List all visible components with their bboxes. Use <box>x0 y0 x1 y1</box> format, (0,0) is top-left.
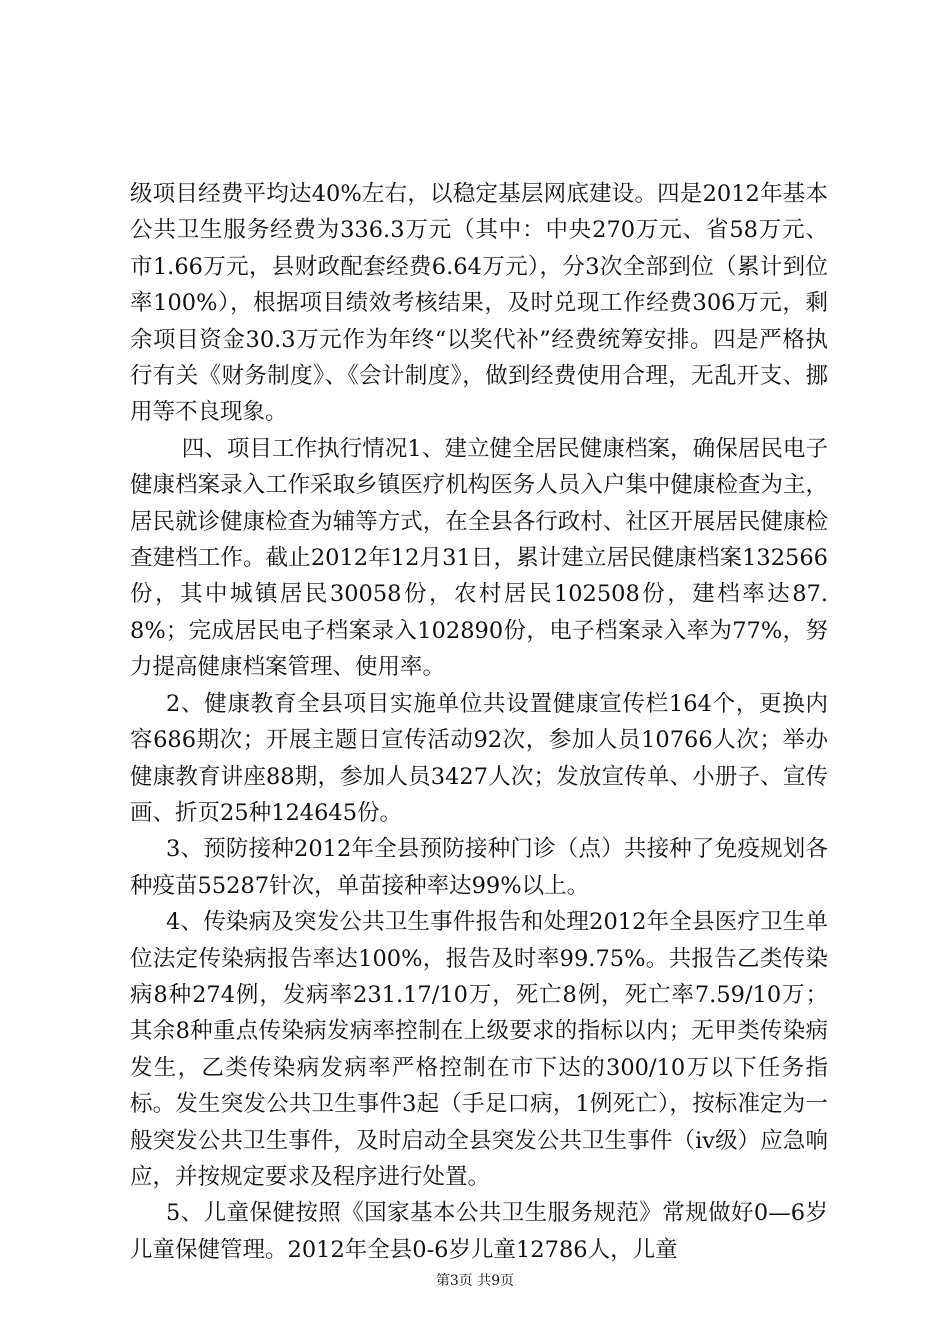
page-number-label: 第3页 共9页 <box>435 1273 515 1289</box>
paragraph-child-care: 5、儿童保健按照《国家基本公共卫生服务规范》常规做好0—6岁儿童保健管理。2012年全县0-6岁儿童12786人，儿童 <box>130 1200 828 1263</box>
page-footer <box>0 1272 950 1290</box>
document-body <box>130 176 828 1268</box>
paragraph-funding: 级项目经费平均达40%左右，以稳定基层网底建设。四是2012年基本公共卫生服务经费为336.3万元（其中：中央270万元、省58万元、市1.66万元，县财政配套经费6.64万元），分3次全部到位（累计到位率100%），根据项目绩效考核结果，及时兑现工作经费306万元，剩余项目资金30.3万元作为年终“以奖代补”经费统筹安排。四是严格执行有关《财务制度》、《会计制度》，做到经费使用合理，无乱开支、挪用等不良现象。 <box>130 181 828 426</box>
paragraph-infectious-disease: 4、传染病及突发公共卫生事件报告和处理2012年全县医疗卫生单位法定传染病报告率达100%，报告及时率99.75%。共报告乙类传染病8种274例，发病率231.17/10万，死亡8例，死亡率7.59/10万；其余8种重点传染病发病率控制在上级要求的指标以内；无甲类传染病发生，乙类传染病发病率严格控制在市下达的300/10万以下任务指标。发生突发公共卫生事件3起（手足口病，1例死亡），按标准定为一般突发公共卫生事件，及时启动全县突发公共卫生事件（iv级）应急响应，并按规定要求及程序进行处置。 <box>130 909 828 1190</box>
paragraph-health-education: 2、健康教育全县项目实施单位共设置健康宣传栏164个，更换内容686期次；开展主题日宣传活动92次，参加人员10766人次；举办健康教育讲座88期，参加人员3427人次；发放宣传单、小册子、宣传画、折页25种124645份。 <box>130 690 828 826</box>
paragraph-health-records: 四、项目工作执行情况1、建立健全居民健康档案，确保居民电子健康档案录入工作采取乡镇医疗机构医务人员入户集中健康检查为主，居民就诊健康检查为辅等方式，在全县各行政村、社区开展居民健康检查建档工作。截止2012年12月31日，累计建立居民健康档案132566份，其中城镇居民30058份，农村居民102508份，建档率达87.8%；完成居民电子档案录入102890份，电子档案录入率为77%，努力提高健康档案管理、使用率。 <box>130 435 828 681</box>
paragraph-vaccination: 3、预防接种2012年全县预防接种门诊（点）共接种了免疫规划各种疫苗55287针次，单苗接种率达99%以上。 <box>130 836 828 899</box>
